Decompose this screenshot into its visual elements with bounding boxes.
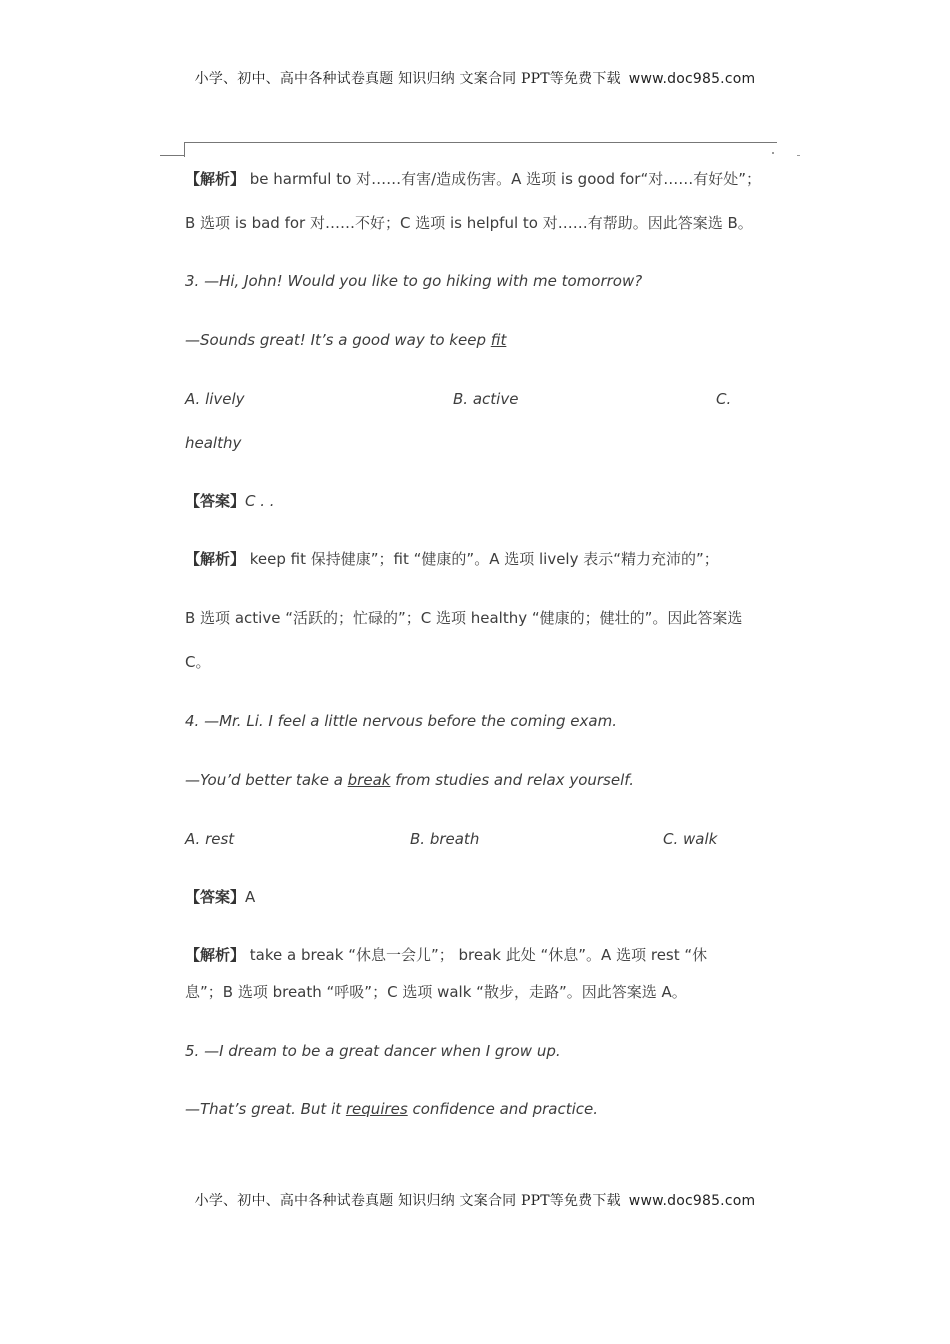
q4-option-c: C. walk: [663, 830, 718, 848]
q5-question: 5. —I dream to be a great dancer when I grow up.: [185, 1042, 561, 1060]
q3-underlined-word: fit: [490, 331, 507, 349]
q4-analysis-line1: [185, 945, 707, 965]
footer-url[interactable]: www.doc985.com: [628, 1193, 756, 1209]
q3-option-c-label: C.: [716, 390, 732, 408]
page-frame-mark-right: [797, 155, 800, 156]
q2-analysis-line1: [185, 169, 761, 189]
q4-option-b: B. breath: [410, 830, 480, 848]
q4-answer: [185, 887, 255, 907]
q4-option-a: A. rest: [185, 830, 235, 848]
q4-reply-after: from studies and relax yourself.: [390, 771, 635, 789]
q3-option-a: A. lively: [185, 390, 245, 408]
q3-analysis-line2: B 选项 active “活跃的；忙碌的”；C 选项 healthy “健康的；健壮的”。因此答案选: [185, 609, 743, 627]
page-frame-mark: [772, 152, 774, 154]
analysis-text: be harmful to 对……有害/造成伤害。A 选项 is good for“对……有好处”；: [245, 170, 762, 188]
q3-option-b: B. active: [453, 390, 519, 408]
q5-reply-before: —That’s great. But it: [185, 1100, 346, 1118]
analysis-tag: 【解析】: [185, 946, 246, 964]
q3-answer: [185, 491, 275, 511]
q5-reply: [185, 1099, 598, 1119]
q3-question: 3. —Hi, John! Would you like to go hiking with me tomorrow?: [185, 272, 643, 290]
answer-tag: 【答案】: [185, 888, 246, 906]
analysis-text: take a break “休息一会儿”； break 此处 “休息”。A 选项 rest “休: [245, 946, 708, 964]
header-text: 小学、初中、高中各种试卷真题 知识归纳 文案合同 PPT等免费下载: [194, 71, 621, 87]
answer-value: A: [245, 888, 256, 906]
page-footer: [0, 1190, 950, 1210]
analysis-text: keep fit 保持健康”；fit “健康的”。A 选项 lively 表示“精力充沛的”；: [245, 550, 719, 568]
header-url[interactable]: www.doc985.com: [628, 71, 756, 87]
page-frame-line: [160, 155, 185, 156]
q3-analysis-line1: [185, 549, 719, 569]
q4-reply: [185, 770, 634, 790]
q4-question: 4. —Mr. Li. I feel a little nervous before the coming exam.: [185, 712, 617, 730]
page-frame-corner: [184, 142, 777, 157]
analysis-tag: 【解析】: [185, 550, 246, 568]
q4-analysis-line2: 息”；B 选项 breath “呼吸”；C 选项 walk “散步，走路”。因此答案选 A。: [185, 983, 687, 1001]
q3-reply-text: —Sounds great! It’s a good way to keep: [185, 331, 491, 349]
q5-underlined-word: requires: [345, 1100, 408, 1118]
footer-text: 小学、初中、高中各种试卷真题 知识归纳 文案合同 PPT等免费下载: [194, 1193, 621, 1209]
q4-underlined-word: break: [347, 771, 391, 789]
q3-analysis-line3: C。: [185, 653, 211, 671]
q3-reply: [185, 330, 506, 350]
page-header: [0, 68, 950, 88]
analysis-tag: 【解析】: [185, 170, 246, 188]
q3-option-c-word: healthy: [185, 434, 242, 452]
q2-analysis-line2: B 选项 is bad for 对……不好；C 选项 is helpful to 对……有帮助。因此答案选 B。: [185, 214, 753, 232]
q5-reply-after: confidence and practice.: [407, 1100, 599, 1118]
q4-reply-before: —You’d better take a: [185, 771, 348, 789]
answer-tag: 【答案】: [185, 492, 246, 510]
answer-value: C . .: [245, 492, 275, 510]
